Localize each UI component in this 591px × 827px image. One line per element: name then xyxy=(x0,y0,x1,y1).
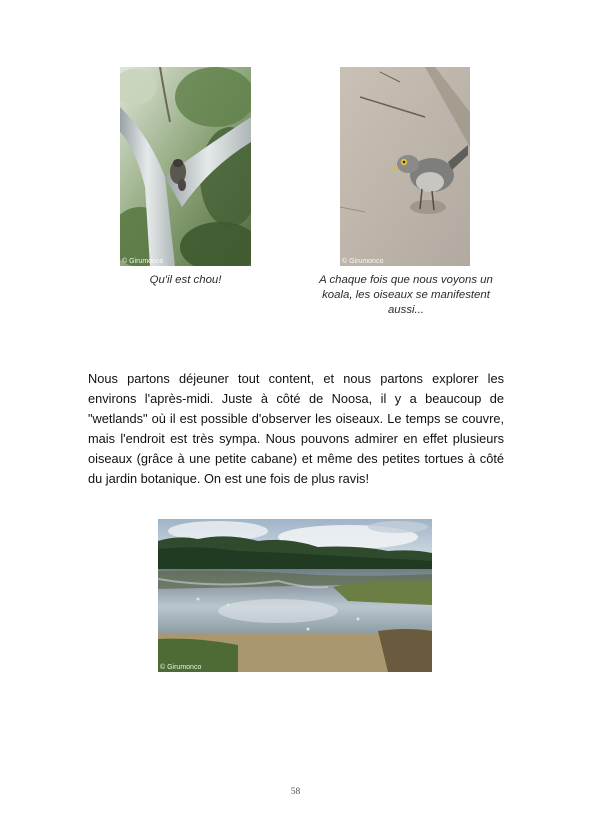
wetland-photo xyxy=(158,519,432,672)
bird-caption: A chaque fois que nous voyons un koala, les oiseaux se manifestent aussi... xyxy=(319,274,493,316)
koala-caption: Qu'il est chou! xyxy=(149,274,222,286)
bird-photo-watermark: © Girumonco xyxy=(342,258,384,265)
bird-photo-image xyxy=(340,67,470,266)
koala-photo-watermark: © Girumonco xyxy=(122,258,164,265)
koala-photo xyxy=(120,67,251,266)
wetland-photo-watermark: © Girumonco xyxy=(160,664,202,671)
body-paragraph: Nous partons déjeuner tout content, et nous partons explorer les environs l'après-midi. Juste à côté de Noosa, il y a beaucoup de "wetlands" où il est possible d'observer les oiseaux. Le temps se couvre, mais l'endroit est très sympa. Nous pouvons admirer en effet plusieurs oiseaux (grâce à une petite cabane) et même des petites tortues à côté du jardin botanique. On est une fois de plus ravis! xyxy=(88,371,504,486)
bird-photo xyxy=(340,67,470,266)
page-number: 58 xyxy=(290,787,301,797)
wetland-photo-image xyxy=(158,519,432,672)
koala-photo-image xyxy=(120,67,251,266)
